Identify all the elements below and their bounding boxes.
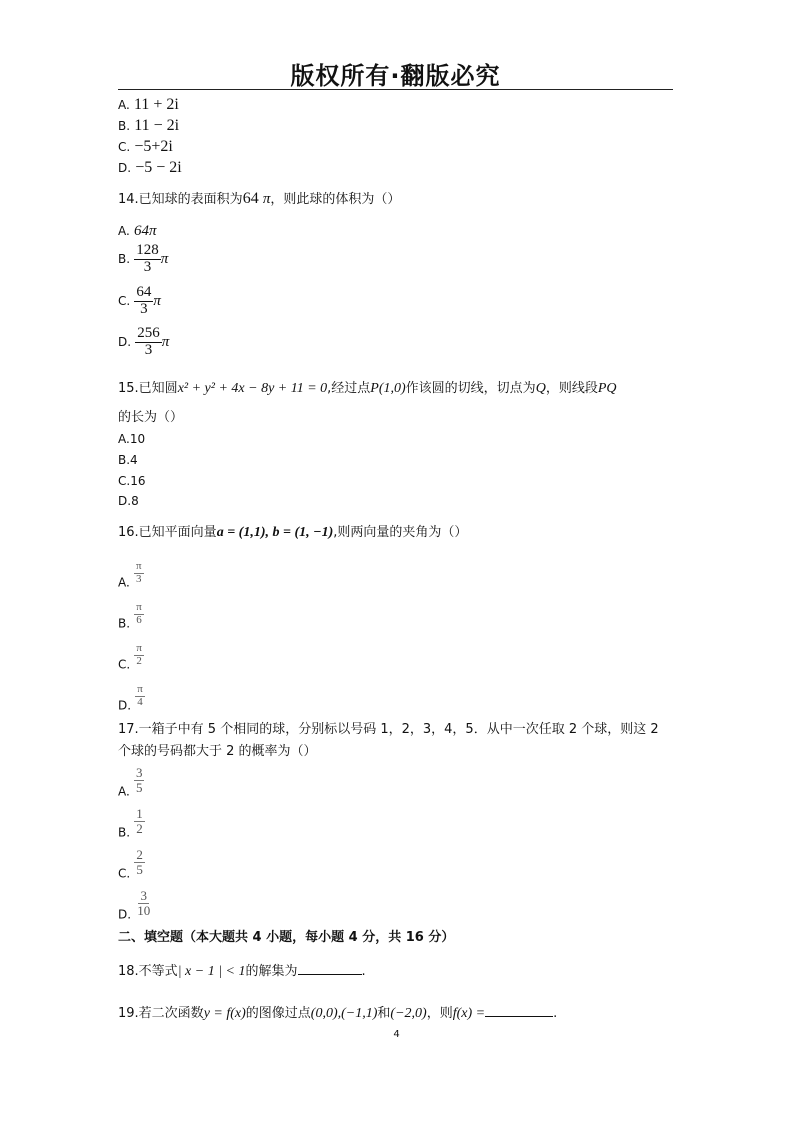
q18-expression: | x − 1 | < 1 <box>177 964 246 979</box>
fraction-numerator: 64 <box>136 284 152 300</box>
option-value: 16 <box>130 474 146 488</box>
fraction-numerator: 3 <box>135 765 143 780</box>
fraction-denominator: 2 <box>136 820 143 836</box>
fraction <box>134 602 144 626</box>
q15-prefix: 15.已知圆 <box>118 381 178 396</box>
q15-stem <box>118 380 617 398</box>
fraction <box>134 285 153 318</box>
option-pi: π <box>161 333 170 350</box>
q19-points: (0,0),(−1,1) <box>310 1006 378 1021</box>
fraction <box>134 766 145 794</box>
option-value: −5 − 2i <box>135 159 182 176</box>
q19-fx: f(x) = <box>452 1006 486 1021</box>
q17-option-a <box>118 766 144 801</box>
fraction <box>134 848 145 876</box>
q14-stem <box>118 190 400 209</box>
fraction-denominator: 4 <box>137 695 143 708</box>
q14-option-a <box>118 222 156 241</box>
fraction-denominator: 5 <box>135 779 143 795</box>
option-label: B. <box>118 119 131 133</box>
q13-option-b <box>118 117 179 136</box>
option-label: D. <box>118 334 132 349</box>
option-value: 4 <box>130 453 138 467</box>
q14-area: 64 <box>242 190 259 207</box>
q15-option-c <box>118 472 145 491</box>
q13-option-a <box>118 96 179 115</box>
option-label: C. <box>118 474 131 488</box>
q14-pi: π <box>262 191 271 207</box>
option-label: C. <box>118 293 131 308</box>
option-value: 10 <box>129 432 146 446</box>
option-pi: π <box>160 250 169 267</box>
option-label: B. <box>118 616 131 631</box>
fraction-numerator: 128 <box>136 242 159 258</box>
q19-point3: (−2,0) <box>390 1006 427 1021</box>
option-pi: π <box>153 292 161 309</box>
option-value: 8 <box>131 494 139 508</box>
fraction-numerator: 256 <box>137 325 160 341</box>
q15-tangent: Q <box>535 381 546 396</box>
fraction <box>134 561 144 585</box>
q18-prefix: 18.不等式 <box>118 964 178 979</box>
q19-function: y = f(x) <box>203 1006 246 1021</box>
q18-stem <box>118 962 366 981</box>
q17-option-c <box>118 848 145 883</box>
fraction-numerator: 1 <box>136 806 143 821</box>
q16-suffix: ,则两向量的夹角为（） <box>333 525 468 540</box>
fraction-numerator: π <box>137 683 143 695</box>
q15-mid3: ，则线段 <box>545 381 598 396</box>
q17-stem-line1: 17.一箱子中有 5 个相同的球，分别标以号码 1，2，3，4，5．从中一次任取 2 个球，则这 2 <box>118 722 659 737</box>
fraction-denominator: 3 <box>135 572 142 585</box>
option-value: −5+2i <box>134 138 173 155</box>
option-label: C. <box>118 866 131 881</box>
option-label: C. <box>118 657 131 672</box>
q15-point: P(1,0) <box>370 381 406 396</box>
page-number: 4 <box>393 1029 400 1040</box>
q15-equation: x² + y² + 4x − 8y + 11 = 0 <box>177 381 328 396</box>
q15-option-a <box>118 430 145 449</box>
q15-mid1: ,经过点 <box>327 381 371 396</box>
fraction-numerator: π <box>136 642 142 654</box>
q15-segment: PQ <box>597 381 617 396</box>
q19-mid2: 和 <box>377 1006 391 1021</box>
option-label: D. <box>118 494 132 508</box>
q16-option-a <box>118 561 144 592</box>
option-label: C. <box>118 140 131 154</box>
q13-option-d <box>118 159 182 178</box>
q19-mid3: ，则 <box>426 1006 453 1021</box>
option-label: B. <box>118 453 131 467</box>
q19-end: . <box>553 1006 558 1021</box>
option-label: D. <box>118 161 132 175</box>
q16-option-d <box>118 684 145 715</box>
fraction-denominator: 10 <box>137 902 151 918</box>
q19-stem <box>118 1004 557 1023</box>
q14-option-c <box>118 285 161 318</box>
fraction-numerator: π <box>135 560 142 572</box>
q18-end: . <box>361 964 366 979</box>
fraction-numerator: 2 <box>136 847 143 862</box>
option-value: 64π <box>133 223 157 239</box>
q14-suffix: ，则此球的体积为（） <box>270 192 401 207</box>
q15-option-b <box>118 451 138 470</box>
section-title: 二、填空题（本大题共 4 小题，每小题 4 分，共 16 分） <box>118 930 455 945</box>
q14-option-d <box>118 326 169 359</box>
q14-option-b <box>118 243 168 276</box>
fraction-numerator: 3 <box>140 888 147 903</box>
option-label: A. <box>118 224 130 238</box>
q19-prefix: 19.若二次函数 <box>118 1006 204 1021</box>
q19-mid1: 的图像过点 <box>245 1006 311 1021</box>
q14-prefix: 14.已知球的表面积为 <box>118 192 243 207</box>
page-header-title: 版权所有·翻版必究 <box>290 62 501 90</box>
answer-blank[interactable] <box>485 1004 553 1017</box>
q17-option-d <box>118 889 152 924</box>
answer-blank[interactable] <box>298 962 362 975</box>
q16-vectors: a = (1,1), b = (1, −1) <box>216 525 334 540</box>
option-label: A. <box>118 575 130 590</box>
option-label: B. <box>118 251 131 266</box>
fraction <box>135 684 145 708</box>
fraction <box>134 807 145 835</box>
option-label: A. <box>118 784 130 799</box>
q16-option-b <box>118 602 144 633</box>
fraction <box>135 326 162 359</box>
option-label: A. <box>118 98 130 112</box>
fraction-denominator: 3 <box>143 258 152 275</box>
fraction-denominator: 6 <box>136 613 142 626</box>
q16-prefix: 16.已知平面向量 <box>118 525 217 540</box>
q18-suffix: 的解集为 <box>245 964 298 979</box>
option-label: A. <box>118 432 130 446</box>
q17-stem-line2: 个球的号码都大于 2 的概率为（） <box>118 744 317 759</box>
fraction <box>134 643 144 667</box>
q16-option-c <box>118 643 144 674</box>
fraction <box>134 243 161 276</box>
fraction-denominator: 3 <box>144 341 153 358</box>
q16-stem <box>118 524 467 542</box>
fraction-numerator: π <box>136 601 142 613</box>
q17-option-b <box>118 807 145 842</box>
option-label: B. <box>118 825 131 840</box>
option-label: D. <box>118 698 132 713</box>
option-value: 11 + 2i <box>133 96 179 113</box>
q15-option-d <box>118 492 139 511</box>
q15-stem-line2: 的长为（） <box>118 410 184 425</box>
fraction-denominator: 3 <box>140 300 148 317</box>
option-value: 11 − 2i <box>134 117 180 134</box>
q13-option-c <box>118 138 173 157</box>
fraction-denominator: 5 <box>136 861 143 877</box>
fraction-denominator: 2 <box>136 654 142 667</box>
q15-mid2: 作该圆的切线，切点为 <box>405 381 536 396</box>
fraction <box>135 889 152 917</box>
header-rule <box>118 89 673 90</box>
option-label: D. <box>118 907 132 922</box>
